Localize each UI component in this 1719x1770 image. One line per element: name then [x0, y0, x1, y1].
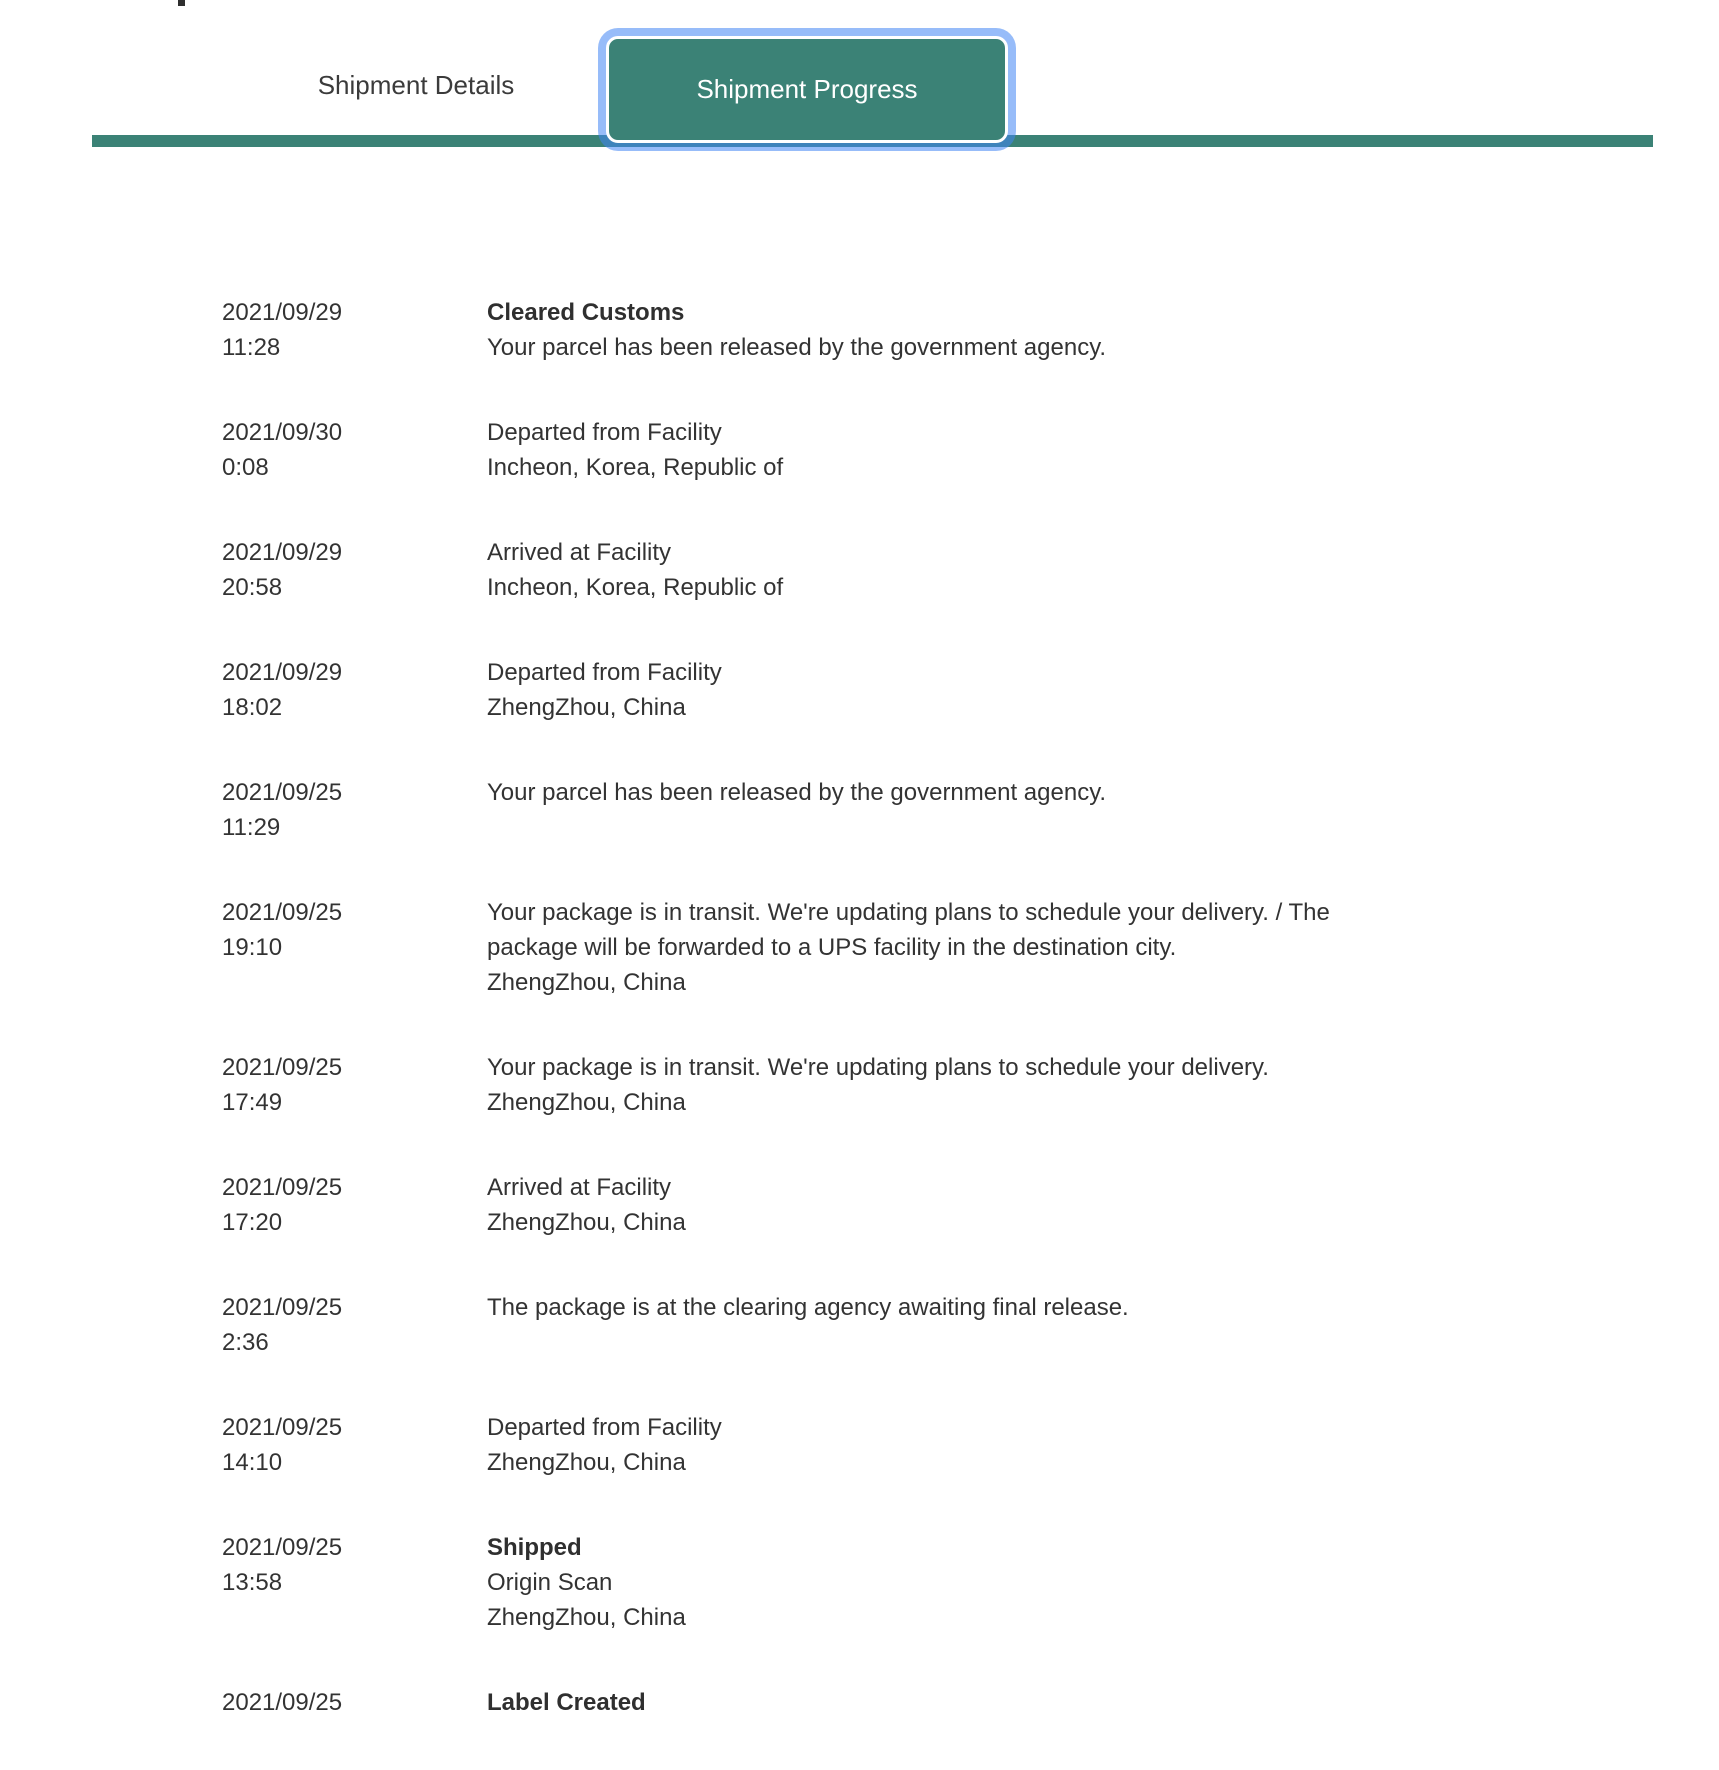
event-time: 14:10	[222, 1449, 283, 1476]
event-datetime	[222, 1170, 487, 1240]
event-line: ZhengZhou, China	[487, 1604, 686, 1631]
event-date: 2021/09/29	[222, 539, 343, 566]
event-time: 18:02	[222, 694, 283, 721]
tab-shipment-progress-label: Shipment Progress	[696, 74, 918, 104]
event-date: 2021/09/25	[222, 899, 343, 926]
event-time: 13:58	[222, 1569, 283, 1596]
timeline-event	[222, 895, 1719, 1000]
event-date: 2021/09/30	[222, 419, 343, 446]
event-datetime	[222, 1290, 487, 1360]
event-line: Arrived at Facility	[487, 539, 672, 566]
event-time: 17:20	[222, 1209, 283, 1236]
event-time: 19:10	[222, 934, 283, 961]
event-datetime	[222, 415, 487, 485]
event-time: 11:28	[222, 334, 281, 361]
event-line: Incheon, Korea, Republic of	[487, 574, 784, 601]
shipment-progress-timeline	[222, 295, 1719, 1770]
event-date: 2021/09/29	[222, 659, 343, 686]
event-date: 2021/09/29	[222, 299, 343, 326]
event-title: Cleared Customs	[487, 299, 685, 326]
tab-bar	[0, 0, 1719, 160]
event-line: The package is at the clearing agency awaiting final release.	[487, 1294, 1129, 1321]
event-date: 2021/09/25	[222, 779, 343, 806]
event-time: 0:08	[222, 454, 269, 481]
timeline-event	[222, 1170, 1719, 1240]
timeline-event	[222, 1050, 1719, 1120]
event-datetime	[222, 1530, 487, 1600]
event-description	[487, 1685, 646, 1720]
event-line: Origin Scan	[487, 1569, 613, 1596]
timeline-event	[222, 655, 1719, 725]
event-description	[487, 1170, 686, 1240]
event-time: 20:58	[222, 574, 283, 601]
event-date: 2021/09/25	[222, 1174, 343, 1201]
event-line: Departed from Facility	[487, 659, 722, 686]
event-line: Your parcel has been released by the government agency.	[487, 779, 1107, 806]
event-datetime	[222, 775, 487, 845]
event-line: Your package is in transit. We're updating plans to schedule your delivery. / The	[487, 899, 1330, 926]
event-description	[487, 295, 1106, 365]
event-line: Your parcel has been released by the government agency.	[487, 334, 1107, 361]
event-line: package will be forwarded to a UPS facility in the destination city.	[487, 934, 1177, 961]
event-datetime	[222, 1410, 487, 1480]
event-time: 11:29	[222, 814, 281, 841]
event-line: Incheon, Korea, Republic of	[487, 454, 784, 481]
event-line: ZhengZhou, China	[487, 694, 686, 721]
event-title: Label Created	[487, 1689, 646, 1716]
timeline-event	[222, 295, 1719, 365]
timeline-event	[222, 775, 1719, 845]
timeline-event	[222, 1410, 1719, 1480]
event-line: Arrived at Facility	[487, 1174, 672, 1201]
timeline-event	[222, 1290, 1719, 1360]
tab-shipment-details[interactable]	[266, 40, 566, 130]
event-line: Departed from Facility	[487, 1414, 722, 1441]
event-description	[487, 655, 722, 725]
event-date: 2021/09/25	[222, 1534, 343, 1561]
event-datetime	[222, 535, 487, 605]
timeline-event	[222, 415, 1719, 485]
event-date: 2021/09/25	[222, 1414, 343, 1441]
event-description	[487, 535, 783, 605]
event-description	[487, 1290, 1129, 1325]
event-description	[487, 415, 783, 485]
event-line: Departed from Facility	[487, 419, 722, 446]
event-description	[487, 895, 1330, 1000]
event-line: ZhengZhou, China	[487, 969, 686, 996]
event-datetime	[222, 895, 487, 965]
event-description	[487, 1410, 722, 1480]
event-line: ZhengZhou, China	[487, 1449, 686, 1476]
event-line: ZhengZhou, China	[487, 1089, 686, 1116]
event-description	[487, 1530, 686, 1635]
timeline-event	[222, 535, 1719, 605]
event-date: 2021/09/25	[222, 1294, 343, 1321]
tab-shipment-progress[interactable]	[606, 36, 1008, 143]
timeline-event	[222, 1685, 1719, 1720]
event-datetime	[222, 1685, 487, 1720]
event-description	[487, 1050, 1269, 1120]
event-datetime	[222, 1050, 487, 1120]
event-datetime	[222, 295, 487, 365]
event-description	[487, 775, 1106, 810]
timeline-event	[222, 1530, 1719, 1635]
event-line: ZhengZhou, China	[487, 1209, 686, 1236]
event-date: 2021/09/25	[222, 1054, 343, 1081]
event-date: 2021/09/25	[222, 1689, 343, 1716]
event-title: Shipped	[487, 1534, 582, 1561]
event-datetime	[222, 655, 487, 725]
event-time: 2:36	[222, 1329, 269, 1356]
event-line: Your package is in transit. We're updating plans to schedule your delivery.	[487, 1054, 1269, 1081]
tab-shipment-details-label: Shipment Details	[317, 69, 515, 100]
event-time: 17:49	[222, 1089, 283, 1116]
